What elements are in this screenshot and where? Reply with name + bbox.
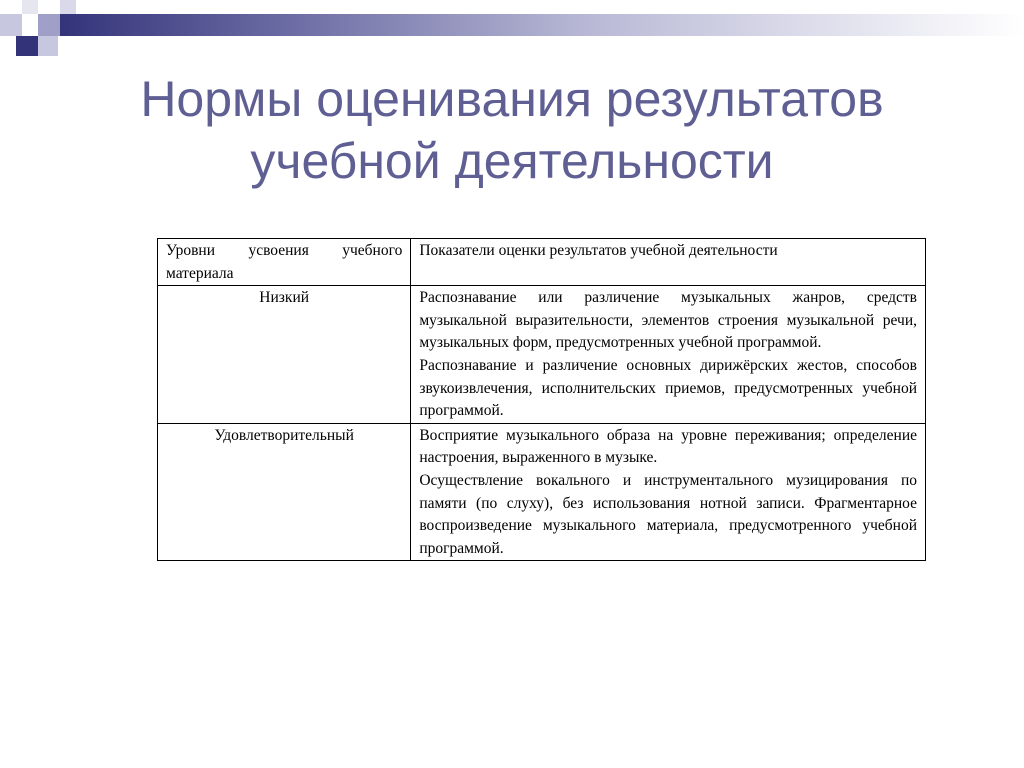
- slide-title-line-2: учебной деятельности: [250, 133, 774, 189]
- level-label: Низкий: [259, 289, 310, 307]
- level-cell: [158, 286, 411, 424]
- decor-square: [22, 0, 38, 14]
- table-row: [158, 423, 926, 561]
- level-cell: [158, 423, 411, 561]
- table-header-cell: [411, 239, 926, 286]
- indicator-paragraph: Распознавание или различение музыкальных жанров, средств музыкальной выразительности, элементов строения музыкальной речи, музыкальных форм, предусмотренных учебной программой.: [419, 289, 917, 352]
- decor-square: [0, 14, 22, 36]
- decor-square: [16, 36, 38, 56]
- header-indicators: Показатели оценки результатов учебной деятельности: [419, 242, 778, 259]
- decor-square: [22, 14, 38, 36]
- table-row: [158, 286, 926, 424]
- indicator-paragraph: Восприятие музыкального образа на уровне переживания; определение настроения, выраженного в музыке.: [419, 426, 917, 467]
- decor-square: [38, 36, 58, 56]
- slide-title-line-1: Нормы оценивания результатов: [140, 71, 884, 127]
- header-decoration-bar: [60, 14, 1024, 36]
- decor-square: [38, 14, 60, 36]
- level-label: Удовлетворительный: [214, 426, 354, 444]
- slide-title: [40, 68, 984, 192]
- indicators-cell: [411, 286, 926, 424]
- assessment-norms-table: [157, 238, 926, 561]
- indicator-paragraph: Осуществление вокального и инструментального музицирования по памяти (по слуху), без использования нотной записи. Фрагментарное воспроизведение музыкального материала, предусмотренного учебной программой.: [419, 471, 917, 557]
- table-header-row: [158, 239, 926, 286]
- indicator-paragraph: Распознавание и различение основных дирижёрских жестов, способов звукоизвлечения, исполнительских приемов, предусмотренных учебной программой.: [419, 356, 917, 420]
- decor-square: [60, 0, 76, 14]
- indicators-cell: [411, 423, 926, 561]
- header-levels: Уровни усвоения учебного материала: [166, 242, 403, 282]
- table-header-cell: [158, 239, 411, 286]
